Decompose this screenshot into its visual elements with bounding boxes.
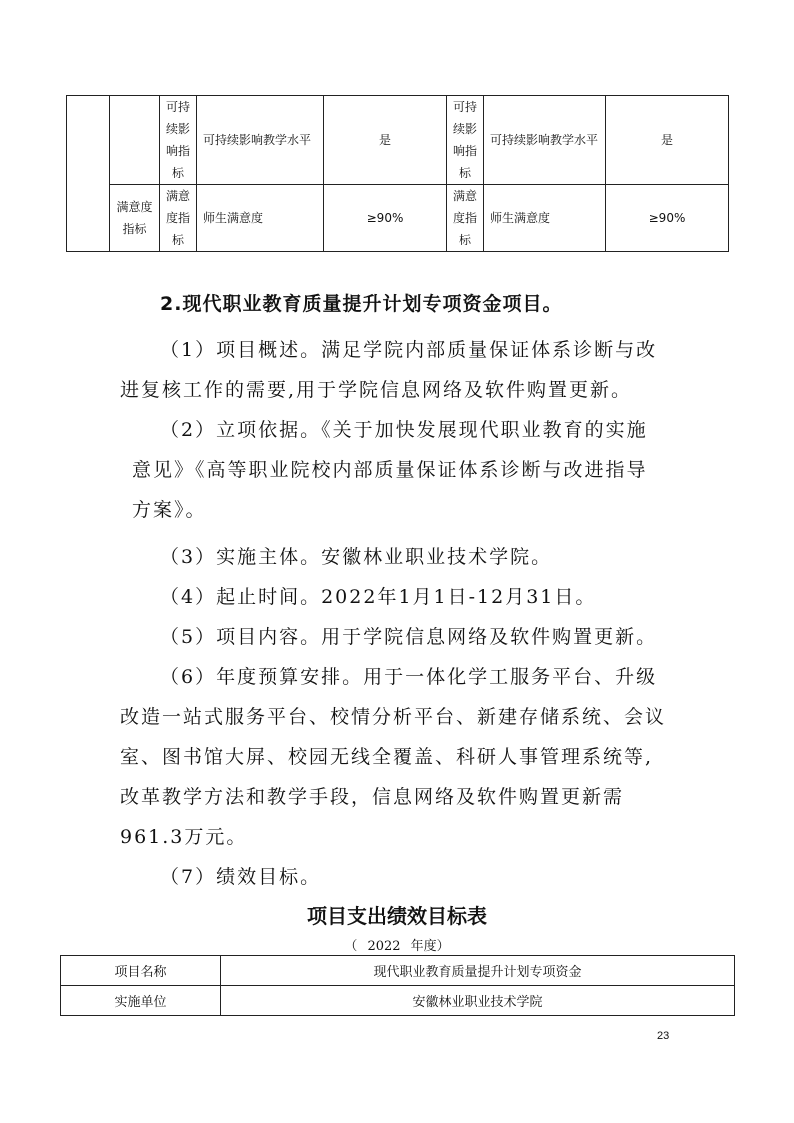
paragraph-line: （5）项目内容。用于学院信息网络及软件购置更新。 (160, 626, 658, 648)
secondary-indicator-cell: 满意度指标 (447, 185, 484, 252)
indicator-table-continuation (66, 95, 729, 252)
secondary-indicator-cell: 满意度指标 (160, 185, 197, 252)
paragraph-line: 室、图书馆大屏、校园无线全覆盖、科研人事管理系统等, (120, 746, 654, 768)
paragraph-line: 改革教学方法和教学手段，信息网络及软件购置更新需 (120, 786, 625, 808)
empty-cell (110, 96, 160, 185)
paragraph-line: （4）起止时间。2022年1月1日-12月31日。 (160, 586, 597, 608)
indicator-description-cell: 师生满意度 (197, 185, 324, 252)
indicator-value-cell: ≥90% (606, 185, 729, 252)
performance-target-table (60, 955, 735, 1016)
table-value-cell: 安徽林业职业技术学院 (221, 986, 735, 1016)
paragraph-line: 方案》。 (132, 499, 207, 521)
section-heading: 2.现代职业教育质量提升计划专项资金项目。 (160, 293, 563, 315)
table-label-cell: 项目名称 (61, 956, 221, 986)
paragraph-line: （2）立项依据。《关于加快发展现代职业教育的实施 (160, 419, 648, 441)
paragraph-line: 961.3万元。 (120, 826, 248, 848)
table-year: （ 2022 年度） (344, 939, 450, 954)
table-value-cell: 现代职业教育质量提升计划专项资金 (221, 956, 735, 986)
empty-cell (67, 96, 110, 252)
table-title: 项目支出绩效目标表 (307, 904, 487, 928)
table-row (67, 96, 729, 185)
paragraph-line: 进复核工作的需要,用于学院信息网络及软件购置更新。 (120, 379, 633, 401)
indicator-description-cell: 可持续影响教学水平 (197, 96, 324, 185)
paragraph-line: （6）年度预算安排。用于一体化学工服务平台、升级 (160, 666, 658, 688)
paragraph-line: （7）绩效目标。 (160, 866, 322, 888)
indicator-description-cell: 师生满意度 (484, 185, 606, 252)
indicator-value-cell: 是 (324, 96, 447, 185)
indicator-value-cell: ≥90% (324, 185, 447, 252)
paragraph-line: （1）项目概述。满足学院内部质量保证体系诊断与改 (160, 339, 658, 361)
primary-indicator-cell: 满意度指标 (110, 185, 160, 252)
page-number: 23 (657, 1030, 670, 1042)
table-row (61, 986, 735, 1016)
table-label-cell: 实施单位 (61, 986, 221, 1016)
paragraph-line: 改造一站式服务平台、校情分析平台、新建存储系统、会议 (120, 706, 667, 728)
table-row (61, 956, 735, 986)
secondary-indicator-cell: 可持续影响指标 (447, 96, 484, 185)
indicator-description-cell: 可持续影响教学水平 (484, 96, 606, 185)
table-row (67, 185, 729, 252)
indicator-value-cell: 是 (606, 96, 729, 185)
paragraph-line: 意见》《高等职业院校内部质量保证体系诊断与改进指导 (132, 459, 648, 481)
secondary-indicator-cell: 可持续影响指标 (160, 96, 197, 185)
paragraph-line: （3）实施主体。安徽林业职业技术学院。 (160, 546, 553, 568)
